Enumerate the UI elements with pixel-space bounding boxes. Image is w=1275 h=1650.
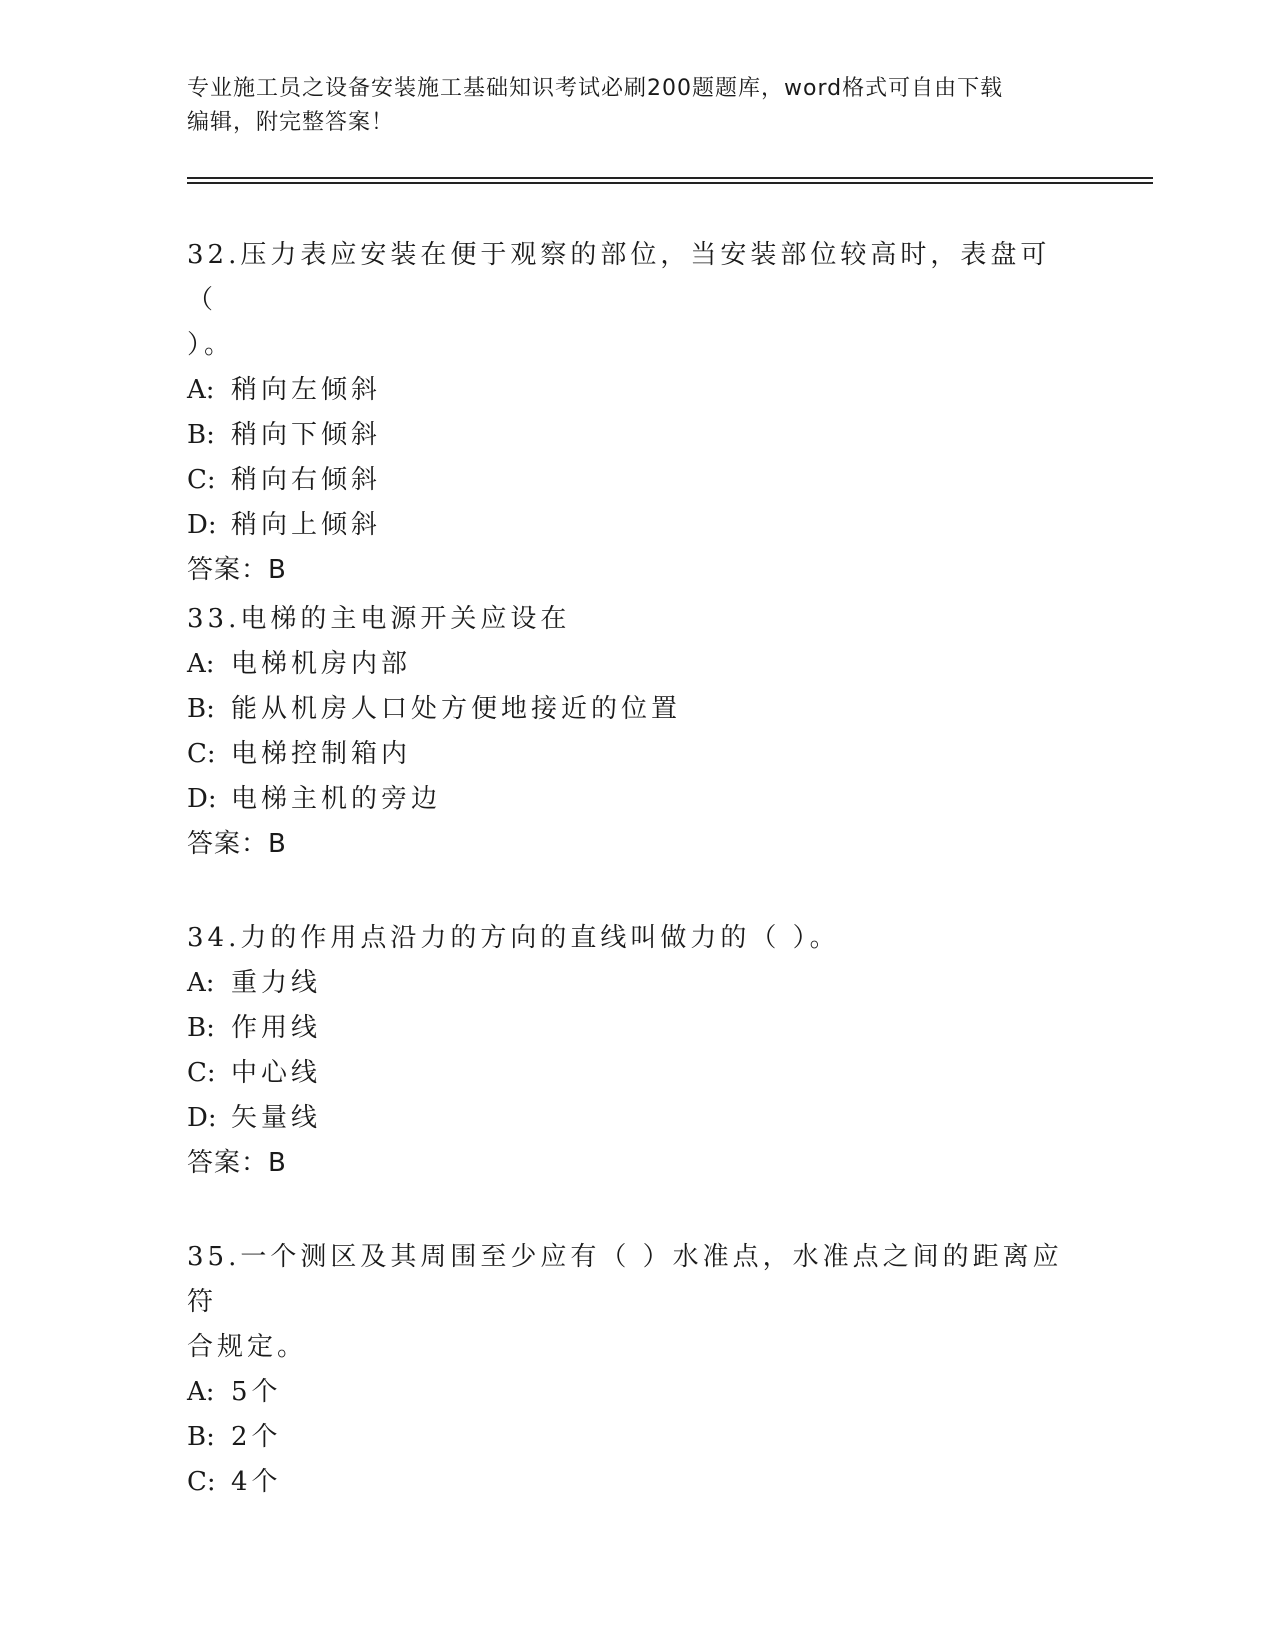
- question-text-line-1: 33.电梯的主电源开关应设在: [187, 604, 571, 634]
- header-divider-top: [187, 177, 1153, 179]
- option-a: [187, 642, 1067, 687]
- header-divider-bottom: [187, 182, 1153, 184]
- option-key: A:: [187, 649, 215, 679]
- option-b: [187, 687, 1067, 732]
- option-key: C:: [187, 465, 216, 495]
- option-d: [187, 777, 1067, 822]
- option-text: 作用线: [231, 1013, 322, 1043]
- option-key: A:: [187, 375, 215, 405]
- option-text: 5个: [231, 1377, 282, 1407]
- option-a: [187, 368, 1067, 413]
- option-key: D:: [187, 1103, 217, 1133]
- option-text: 2个: [231, 1422, 282, 1452]
- answer-line: 答案：B: [187, 555, 287, 585]
- option-d: [187, 1096, 1067, 1141]
- question-35: [187, 1235, 1067, 1505]
- answer-line: 答案：B: [187, 1148, 287, 1178]
- option-d: [187, 503, 1067, 548]
- option-key: B:: [187, 694, 215, 724]
- option-key: C:: [187, 1058, 216, 1088]
- option-text: 电梯机房内部: [231, 649, 412, 679]
- option-key: A:: [187, 1377, 215, 1407]
- question-text-line-2: ）。: [187, 330, 235, 360]
- option-b: [187, 413, 1067, 458]
- option-text: 稍向左倾斜: [231, 375, 382, 405]
- option-c: [187, 732, 1067, 777]
- option-text: 电梯主机的旁边: [231, 784, 442, 814]
- option-c: [187, 1460, 1067, 1505]
- option-text: 稍向下倾斜: [231, 420, 382, 450]
- option-b: [187, 1415, 1067, 1460]
- question-text-line-2: 合规定。: [187, 1332, 308, 1362]
- option-c: [187, 1051, 1067, 1096]
- option-text: 矢量线: [231, 1103, 322, 1133]
- header-line-2: 编辑，附完整答案！: [187, 110, 395, 135]
- question-32: [187, 233, 1067, 593]
- option-a: [187, 1370, 1067, 1415]
- question-text: [187, 233, 1067, 368]
- option-c: [187, 458, 1067, 503]
- option-key: C:: [187, 1467, 216, 1497]
- question-text-line-1: 32.压力表应安装在便于观察的部位，当安装部位较高时，表盘可（: [187, 240, 1051, 315]
- option-text: 中心线: [231, 1058, 322, 1088]
- option-text: 能从机房人口处方便地接近的位置: [231, 694, 682, 724]
- question-text: [187, 1235, 1067, 1370]
- option-key: B:: [187, 1422, 215, 1452]
- option-a: [187, 961, 1067, 1006]
- answer-line: 答案：B: [187, 829, 287, 859]
- question-text-line-1: 35.一个测区及其周围至少应有（ ）水准点，水准点之间的距离应符: [187, 1242, 1063, 1317]
- option-key: D:: [187, 510, 217, 540]
- question-text-line-1: 34.力的作用点沿力的方向的直线叫做力的（ ）。: [187, 923, 840, 953]
- option-key: B:: [187, 420, 215, 450]
- header-line-1: 专业施工员之设备安装施工基础知识考试必刷200题题库，word格式可自由下载: [187, 76, 1004, 101]
- option-key: D:: [187, 784, 217, 814]
- option-key: C:: [187, 739, 216, 769]
- option-text: 稍向上倾斜: [231, 510, 382, 540]
- document-header: [187, 72, 1067, 140]
- question-34: [187, 916, 1067, 1186]
- option-key: B:: [187, 1013, 215, 1043]
- option-key: A:: [187, 968, 215, 998]
- option-b: [187, 1006, 1067, 1051]
- option-text: 稍向右倾斜: [231, 465, 382, 495]
- question-33: [187, 597, 1067, 867]
- option-text: 重力线: [231, 968, 322, 998]
- option-text: 电梯控制箱内: [231, 739, 412, 769]
- question-text: [187, 597, 1067, 642]
- option-text: 4个: [231, 1467, 282, 1497]
- question-text: [187, 916, 1067, 961]
